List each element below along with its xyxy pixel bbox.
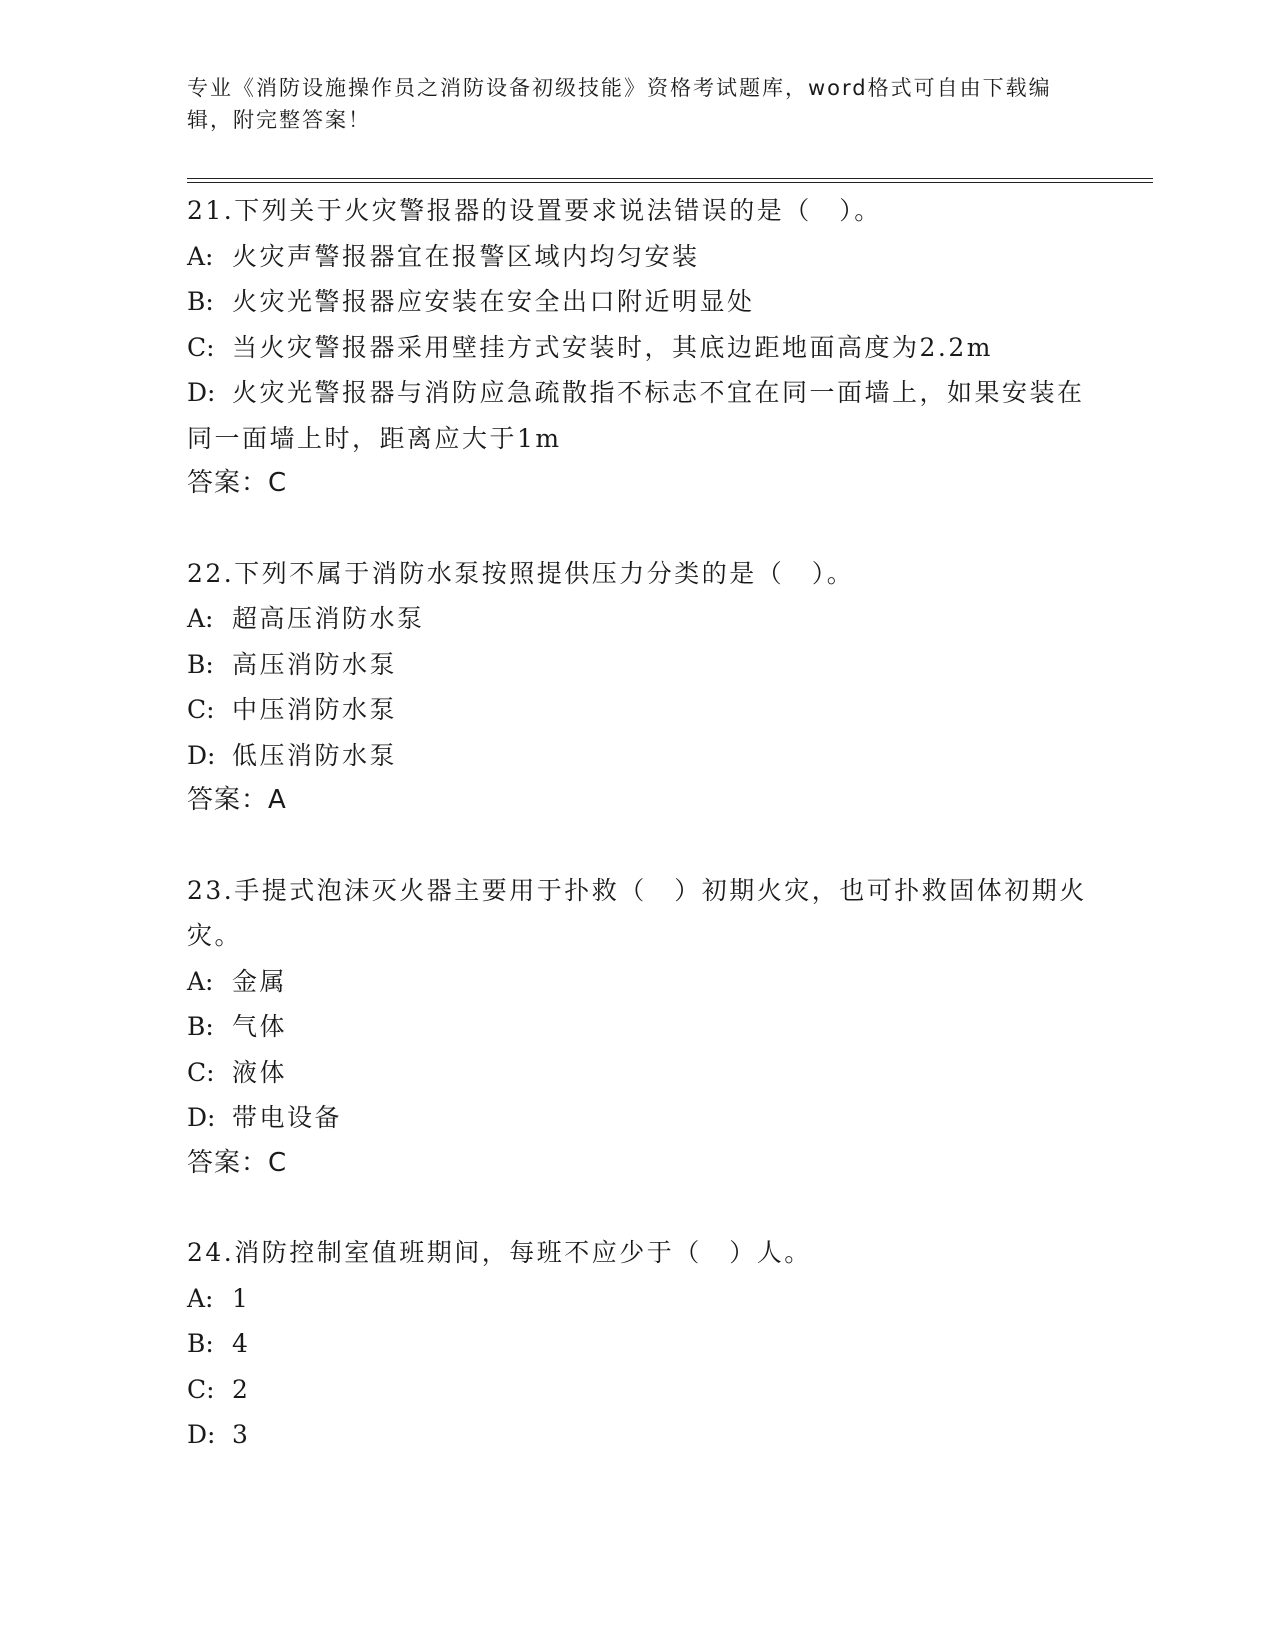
question-list bbox=[187, 188, 1087, 1502]
answer: 答案：C bbox=[187, 1147, 288, 1178]
option-a bbox=[187, 596, 1087, 642]
option-a bbox=[187, 1276, 1087, 1322]
option-text: 2 bbox=[232, 1374, 251, 1404]
option-text: 火灾光警报器应安装在安全出口附近明显处 bbox=[232, 287, 755, 316]
option-c bbox=[187, 1367, 1087, 1413]
option-text: 1 bbox=[232, 1283, 251, 1313]
option-key: A: bbox=[187, 966, 214, 996]
option-key: C: bbox=[187, 1057, 215, 1087]
option-text: 液体 bbox=[232, 1057, 288, 1087]
option-text: 金属 bbox=[232, 966, 288, 996]
option-text: 当火灾警报器采用壁挂方式安装时，其底边距地面高度为2.2m bbox=[232, 332, 993, 362]
option-key: B: bbox=[187, 1329, 214, 1358]
option-text: 低压消防水泵 bbox=[232, 740, 398, 770]
question-23 bbox=[187, 868, 1087, 1187]
option-c bbox=[187, 1050, 1087, 1096]
option-a bbox=[187, 959, 1087, 1005]
option-c bbox=[187, 687, 1087, 733]
question-stem: 22.下列不属于消防水泵按照提供压力分类的是（ ）。 bbox=[187, 558, 855, 588]
question-24 bbox=[187, 1230, 1087, 1458]
answer: 答案：C bbox=[187, 468, 288, 498]
option-key: C: bbox=[187, 695, 215, 724]
option-text: 超高压消防水泵 bbox=[232, 604, 425, 633]
option-b bbox=[187, 1004, 1087, 1050]
question-21 bbox=[187, 188, 1087, 507]
answer: 答案：A bbox=[187, 785, 287, 815]
option-b bbox=[187, 279, 1087, 325]
question-stem: 21.下列关于火灾警报器的设置要求说法错误的是（ ）。 bbox=[187, 196, 882, 225]
option-text: 中压消防水泵 bbox=[232, 695, 398, 724]
option-key: D: bbox=[187, 378, 216, 407]
option-key: D: bbox=[187, 1103, 216, 1132]
document-header bbox=[187, 72, 1067, 136]
option-d bbox=[187, 733, 1087, 779]
option-key: C: bbox=[187, 1374, 215, 1404]
option-text: 火灾光警报器与消防应急疏散指不标志不宜在同一面墙上，如果安装在同一面墙上时，距离应大于1m bbox=[187, 378, 1085, 453]
header-title: 专业《消防设施操作员之消防设备初级技能》资格考试题库，word格式可自由下载编辑，附完整答案！ bbox=[187, 76, 1052, 132]
question-22 bbox=[187, 551, 1087, 824]
option-d bbox=[187, 1412, 1087, 1458]
option-text: 带电设备 bbox=[232, 1103, 343, 1132]
option-key: D: bbox=[187, 1420, 216, 1449]
option-text: 气体 bbox=[232, 1012, 288, 1041]
option-key: C: bbox=[187, 332, 215, 362]
option-d bbox=[187, 1095, 1087, 1141]
question-stem: 24.消防控制室值班期间，每班不应少于（ ）人。 bbox=[187, 1238, 812, 1267]
option-key: A: bbox=[187, 241, 214, 271]
option-a bbox=[187, 234, 1087, 280]
option-text: 火灾声警报器宜在报警区域内均匀安装 bbox=[232, 241, 700, 271]
question-stem: 23.手提式泡沫灭火器主要用于扑救（ ）初期火灾，也可扑救固体初期火灾。 bbox=[187, 875, 1087, 950]
option-text: 3 bbox=[232, 1420, 251, 1449]
option-b bbox=[187, 642, 1087, 688]
option-c bbox=[187, 325, 1087, 371]
option-key: B: bbox=[187, 1012, 214, 1041]
option-key: B: bbox=[187, 287, 214, 316]
option-b bbox=[187, 1321, 1087, 1367]
header-divider-bottom bbox=[187, 182, 1153, 183]
option-key: B: bbox=[187, 649, 214, 679]
option-key: A: bbox=[187, 1283, 214, 1313]
option-key: D: bbox=[187, 740, 216, 770]
option-text: 高压消防水泵 bbox=[232, 649, 398, 679]
option-d bbox=[187, 370, 1087, 461]
option-key: A: bbox=[187, 604, 214, 633]
header-divider-top bbox=[187, 178, 1153, 179]
option-text: 4 bbox=[232, 1329, 251, 1358]
